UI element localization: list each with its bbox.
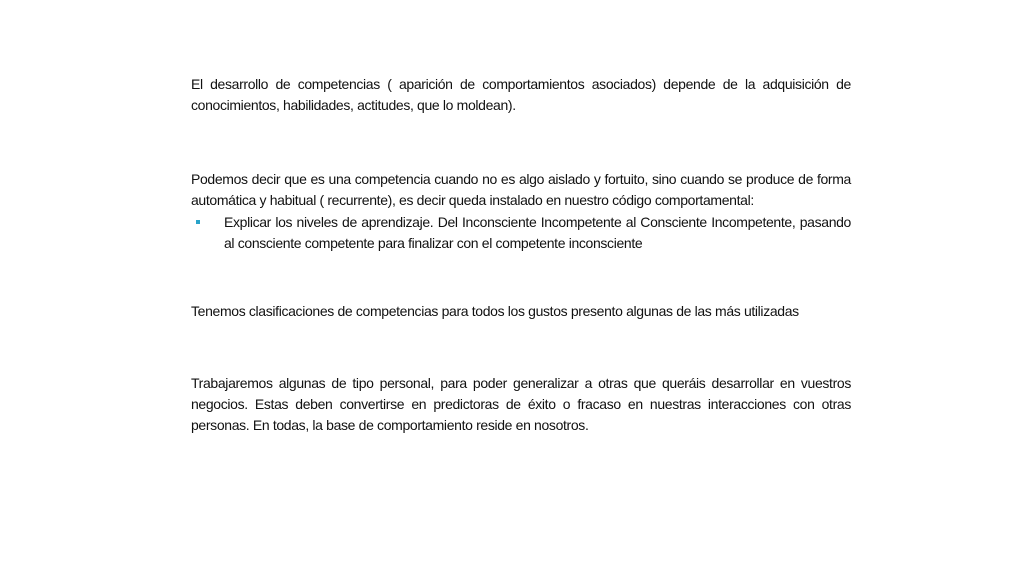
paragraph-competency-development: El desarrollo de competencias ( aparición de comportamientos asociados) depende de la adquisición de conocimientos, habilidades, actitudes, que lo moldean). — [191, 76, 851, 113]
slide-body — [191, 74, 851, 436]
bullet-list — [191, 212, 851, 254]
bullet-item-learning-levels — [191, 212, 851, 254]
paragraph-competency-definition: Podemos decir que es una competencia cuando no es algo aislado y fortuito, sino cuando se produce de forma automática y habitual ( recurrente), es decir queda instalado en nuestro código comportamental: — [191, 171, 851, 208]
paragraph-classifications: Tenemos clasificaciones de competencias para todos los gustos presento algunas de las más utilizadas — [191, 303, 799, 319]
paragraph-personal-competencies: Trabajaremos algunas de tipo personal, para poder generalizar a otras que queráis desarrollar en vuestros negocios. Estas deben convertirse en predictoras de éxito o fracaso en nuestras interacciones con otras personas. En todas, la base de comportamiento reside en nosotros. — [191, 375, 851, 433]
square-bullet-icon — [196, 220, 200, 224]
bullet-text: Explicar los niveles de aprendizaje. Del Inconsciente Incompetente al Consciente Incompetente, pasando al consciente competente para finalizar con el competente inconsciente — [224, 214, 851, 251]
